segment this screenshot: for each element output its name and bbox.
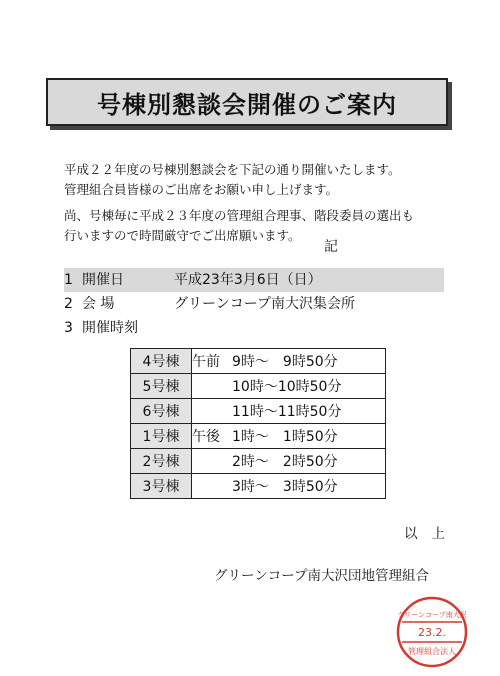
building-cell: 6号棟 <box>131 399 192 424</box>
period-label: 午前 <box>192 354 220 370</box>
closing-text: 以上 <box>404 526 459 542</box>
intro-line-2: 管理組合員皆様のご出席をお願い申し上げます。 <box>64 182 339 197</box>
official-seal-stamp <box>394 594 470 670</box>
detail-venue <box>64 292 444 316</box>
table-row <box>131 424 386 449</box>
time-cell <box>192 374 386 399</box>
organization-name: グリーンコープ南大沢団地管理組合 <box>214 568 430 584</box>
table-row <box>131 449 386 474</box>
ki-heading: 記 <box>324 239 338 255</box>
time-cell <box>192 449 386 474</box>
table-row <box>131 349 386 374</box>
details-list <box>64 268 444 340</box>
detail-date <box>64 268 444 292</box>
time-cell <box>192 474 386 499</box>
detail-label: 開催日 <box>82 272 124 288</box>
time-range: 3時～ 3時50分 <box>232 479 338 495</box>
seal-top-text: グリーンコープ南大沢 <box>397 611 467 619</box>
seal-bottom-text: 管理組合法人 <box>408 647 456 656</box>
intro-text <box>64 160 474 246</box>
detail-time <box>64 316 444 340</box>
period-label: 午後 <box>192 429 220 445</box>
schedule-table <box>130 348 386 499</box>
time-range: 11時～11時50分 <box>232 404 342 420</box>
table-row <box>131 474 386 499</box>
detail-value: 平成23年3月6日（日） <box>174 272 322 288</box>
detail-number: 2 <box>64 296 73 312</box>
table-row <box>131 374 386 399</box>
building-cell: 1号棟 <box>131 424 192 449</box>
time-cell <box>192 424 386 449</box>
page-title: 号棟別懇談会開催のご案内 <box>97 90 397 119</box>
detail-label: 会 場 <box>82 296 115 312</box>
building-cell: 3号棟 <box>131 474 192 499</box>
title-box <box>46 78 448 126</box>
intro-line-4: 行いますので時間厳守でご出席願います。 <box>64 228 301 243</box>
time-range: 2時～ 2時50分 <box>232 454 338 470</box>
time-range: 1時～ 1時50分 <box>232 429 338 445</box>
intro-line-1: 平成２２年度の号棟別懇談会を下記の通り開催いたします。 <box>64 162 401 177</box>
time-cell <box>192 399 386 424</box>
building-cell: 4号棟 <box>131 349 192 374</box>
detail-label: 開催時刻 <box>82 320 138 336</box>
time-range: 10時～10時50分 <box>232 379 342 395</box>
time-cell <box>192 349 386 374</box>
intro-line-3: 尚、号棟毎に平成２３年度の管理組合理事、階段委員の選出も <box>64 208 415 223</box>
detail-number: 3 <box>64 320 73 336</box>
table-row <box>131 399 386 424</box>
building-cell: 5号棟 <box>131 374 192 399</box>
building-cell: 2号棟 <box>131 449 192 474</box>
seal-date-text: 23.2. <box>418 626 446 639</box>
time-range: 9時～ 9時50分 <box>232 354 338 370</box>
detail-number: 1 <box>64 272 73 288</box>
detail-value: グリーンコープ南大沢集会所 <box>174 296 356 312</box>
